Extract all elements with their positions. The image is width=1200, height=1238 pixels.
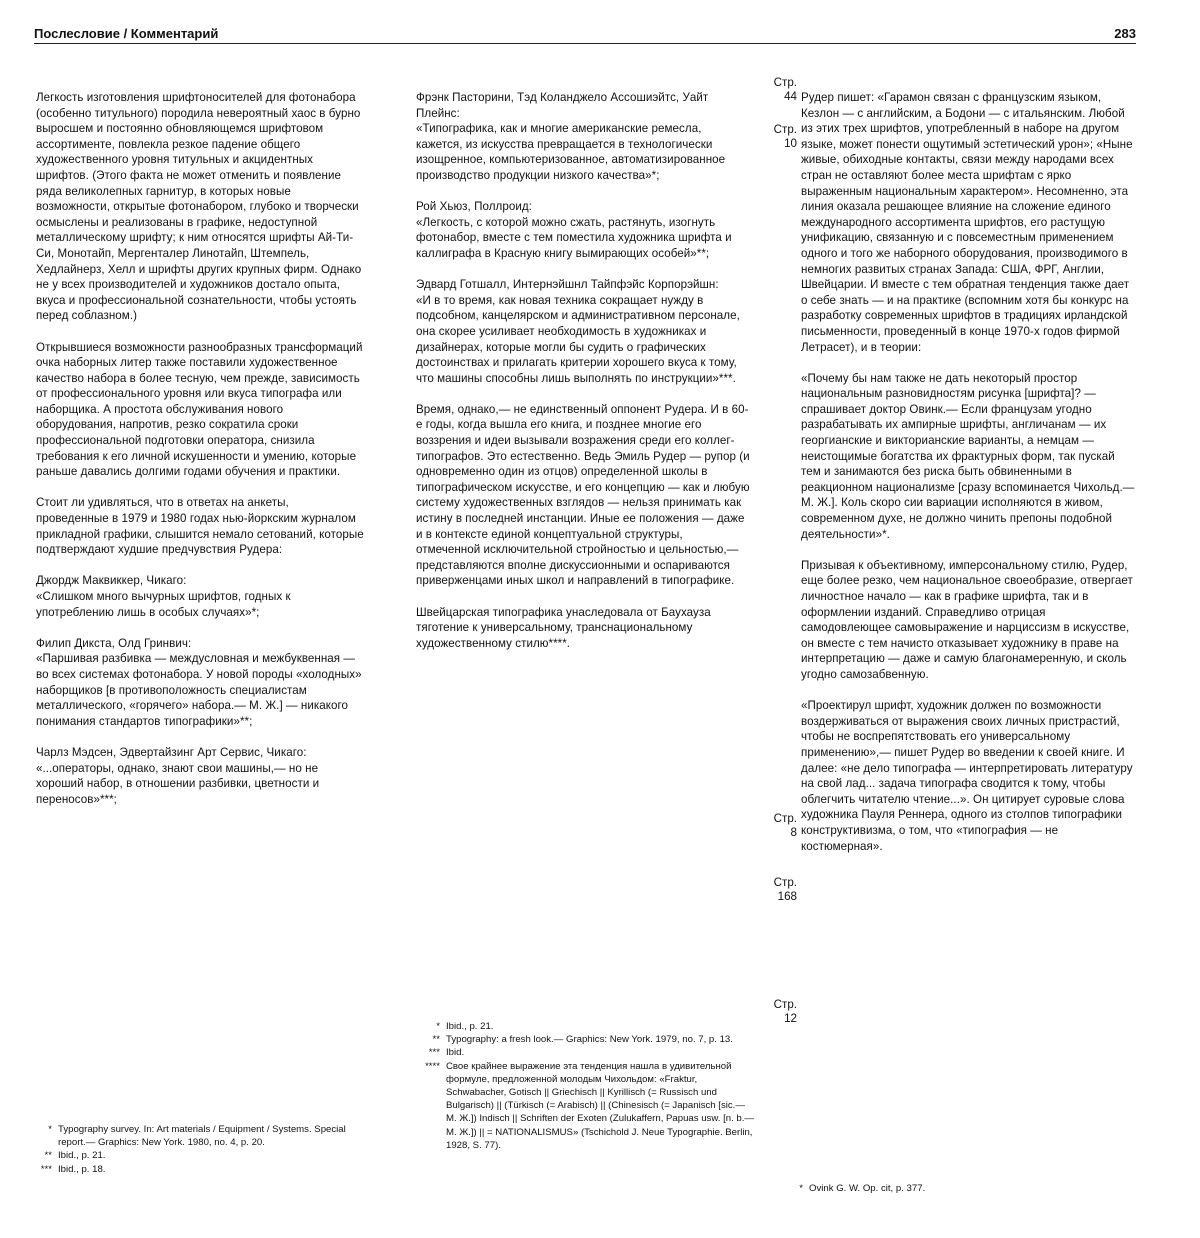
footnote <box>36 1123 366 1149</box>
margin-page-ref: Стр. 8 <box>773 812 797 839</box>
footnote-text: Typography: a fresh look.— Graphics: New York. 1979, no. 7, p. 13. <box>446 1034 733 1046</box>
footnote <box>36 1149 366 1162</box>
paragraph: Открывшиеся возможности разнообразных трансформаций очка наборных литер также поставили художественное качество набора в более тесную, чем прежде, зависимость от профессионального уровня или вкуса типографа или наборщика. А простота обслуживания нового оборудования, напротив, резко сократила сроки профессиональной подготовки оператора, снизила требования к его личной искушенности и умению, которые раньше давались долгими годами обучения и практики. <box>36 340 363 479</box>
margin-page-ref: Стр. 10 <box>773 123 797 150</box>
footnote-mark: * <box>48 1124 52 1135</box>
footnote-mark: *** <box>428 1047 440 1059</box>
footnotes-right <box>799 1182 1129 1195</box>
footnote-text: Ibid. <box>446 1047 465 1059</box>
paragraph: «Проектирул шрифт, художник должен по возможности воздерживаться от выражения своих личных пристрастий, чтобы не воспрепятствовать его универсальному применению»,— пишет Рудер во введении к своей книге. И далее: «не дело типографа — интерпретировать литературу на свой лад... задача типографа сводится к тому, чтобы облегчить читателю чтение...». Он цитирует суровые слова художника Пауля Реннера, одного из столпов типографики конструктивизма, о том, что «типография — не костюмерная». <box>801 699 1133 853</box>
page-number: 283 <box>1114 26 1136 41</box>
quote-paragraph: Филип Дикста, Олд Гринвич: «Паршивая разбивка — междусловная и межбуквенная — во всех системах фотонабора. У новой породы «холодных» наборщиков [в противоположность специалистам металлического, «горячего» набора.— М. Ж.] — никакого понимания стандартов типографики»**; <box>36 636 362 728</box>
text-column-middle <box>416 90 750 651</box>
quote-paragraph: Джордж Маквиккер, Чикаго: «Слишком много вычурных шрифтов, годных к употреблению лишь в особых случаях»*; <box>36 574 291 619</box>
paragraph: Призывая к объективному, имперсональному стилю, Рудер, еще более резко, чем национальное своеобразие, отвергает личностное начало — как в графике шрифта, так и в оформлении изданий. Справедливо отрицая самодовлеющее самовыражение и нарциссизм в искусстве, он вместе с тем начисто отказывает художнику в праве на интерпретацию — даже и самую благонамеренную, и сколь угодно самозабвенную. <box>801 558 1133 681</box>
paragraph: Стоит ли удивляться, что в ответах на анкеты, проведенные в 1979 и 1980 годах нью-йоркским журналом прикладной графики, слышится немало сетований, которые подтверждают худшие предчувствия Рудера: <box>36 496 364 557</box>
footnote-text: Ovink G. W. Op. cit, p. 377. <box>809 1183 926 1194</box>
footnote-text: Свое крайнее выражение эта тенденция нашла в удивительной формуле, предложенной молодым Чихольдом: «Fraktur, Schwabacher, Gotisch || Griechisch || Kyrillisch (= Russisch und Bulgarisch) || (Türkisch (= Arabisch) || (Chinesisch (= Japanisch [sic.— М. Ж.]) Indisch || Schriften der Exoten (Zulukaffern, Papuas usw. [n. b.— М. Ж.]) || = NATIONALISMUS» (Tschichold J. Neue Typographie. Berlin, 1928, S. 77). <box>446 1060 755 1151</box>
footnote-mark: * <box>436 1021 440 1032</box>
footnote-mark: ** <box>432 1034 440 1046</box>
footnote <box>36 1163 366 1176</box>
quote-paragraph: «Почему бы нам также не дать некоторый простор национальным разновидностям рисунка [шрифта]? — спрашивает доктор Овинк.— Если французам угодно разрабатывать их ампирные шрифты, англичанам — их георгианские и викторианские варианты, а немцам — неистощимые богатства их фрактурных форм, так пускай тем и занимаются без риска быть обвиненными в реакционном национализме [сразу вспоминается Чихольд.— М. Ж.]. Коль скоро сии вариации исполняются в живом, современном духе, не должно чинить препоны подобной деятельности»*. <box>801 371 1135 541</box>
quote-paragraph: Чарлз Мэдсен, Эдвертайзинг Арт Сервис, Чикаго: «...операторы, однако, знают свои машины,— но не хороший набор, в отношении разбивки, цветности и переносов»***; <box>36 745 320 806</box>
running-header <box>34 27 1136 44</box>
footnote <box>799 1182 1129 1195</box>
footnote-text: Ibid., p. 21. <box>58 1150 106 1162</box>
footnote <box>416 1020 756 1033</box>
footnote <box>416 1033 756 1046</box>
paragraph: Швейцарская типографика унаследовала от Баухауза тяготение к универсальному, транснациональному художественному стилю****. <box>416 605 711 650</box>
footnote-mark: **** <box>425 1060 440 1072</box>
footnote-text: Ibid., p. 18. <box>58 1163 106 1175</box>
paragraph: Рудер пишет: «Гарамон связан с французским языком, Кезлон — с английским, а Бодони — с итальянским. Любой из этих трех шрифтов, употребленный в наборе на другом языке, может понести ощутимый эстетический урон»; «Ныне живые, обиходные контакты, связи между народами всех стран не оставляют более места шрифтам с ярко выраженным национальным характером». Несомненно, эта линия оказала решающее влияние на сложение единого международного ассортимента шрифтов, его растущую унификацию, связанную и с повсеместным применением одного и того же наборного оборудования, производимого в немногих развитых странах Запада: США, ФРГ, Англии, Швейцарии. И вместе с тем обратная тенденция также дает о себе знать — и на практике (вспомним хотя бы конкурс на разработку современных шрифтов в традициях ирландской письменности, проведенный в конце 1970-х годов фирмой Летрасет), и в теории: <box>801 91 1133 354</box>
section-title: Послесловие / Комментарий <box>34 26 219 41</box>
footnote-mark: *** <box>40 1163 52 1175</box>
quote-paragraph: Рой Хьюз, Поллроид: «Легкость, с которой можно сжать, растянуть, изогнуть фотонабор, вместе с тем поместила художника шрифта и каллиграфа в Красную книгу вымирающих особей»**; <box>416 200 732 260</box>
margin-page-ref: Стр. 12 <box>773 998 797 1025</box>
margin-page-ref: Стр. 168 <box>773 876 797 903</box>
margin-page-ref: Стр. 44 <box>773 76 797 103</box>
quote-paragraph: Эдвард Готшалл, Интернэйшнл Тайпфэйс Корпорэйшн: «И в то время, как новая техника сокращает нужду в подсобном, канцелярском и административном персонале, она скорее усиливает необходимость в художниках и дизайнерах, которые могли бы судить о графических достоинствах и прилагать критерии хорошего вкуса к тому, что машины способны лишь выполнять по инструкции»***. <box>416 278 740 385</box>
footnotes-left <box>36 1123 366 1176</box>
text-column-right <box>801 90 1137 854</box>
footnote <box>416 1046 756 1059</box>
paragraph: Время, однако,— не единственный оппонент Рудера. И в 60-е годы, когда вышла его книга, и позднее многие его воззрения и идеи вызывали возражения среди его коллег-типографов. Это естественно. Ведь Эмиль Рудер — рупор (и одновременно один из отцов) определенной школы в типографическом искусстве, и его концепцию — как и любую систему художественных взглядов — нельзя принимать как истину в последней инстанции. Иные ее положения — даже и в контексте единой концептуальной структуры, отмеченной исключительной стройностью и цельностью,— представляются вполне дискуссионными и оспариваются приверженцами иных школ и направлений в типографике. <box>416 402 750 588</box>
footnote-text: Ibid., p. 21. <box>446 1021 494 1032</box>
footnote-mark: ** <box>44 1150 52 1162</box>
footnote <box>416 1060 756 1152</box>
footnote-text: Typography survey. In: Art materials / Equipment / Systems. Special report.— Graphics: New York. 1980, no. 4, p. 20. <box>58 1124 346 1149</box>
footnotes-middle <box>416 1020 756 1152</box>
paragraph: Легкость изготовления шрифтоносителей для фотонабора (особенно титульного) породила невероятный хаос в бурно выросшем и постоянно обновляющемся шрифтовом ассортименте, повлекла резкое падение общего художественного уровня титульных и акцидентных шрифтов. (Этого факта не может отменить и появление ряда великолепных гарнитур, в которых новые возможности, открытые фотонабором, глубоко и творчески осмыслены и реализованы в графике, недоступной металлическому шрифту; к ним относятся шрифты Ай-Ти-Си, Монотайп, Мергенталер Линотайп, Штемпель, Хедлайнерз, Хелл и шрифты других крупных фирм. Однако не у всех производителей и художников достало опыта, вкуса и профессиональной сознательности, чтобы устоять перед соблазном.) <box>36 91 362 323</box>
text-column-left <box>36 90 364 807</box>
footnote-mark: * <box>799 1183 803 1194</box>
quote-paragraph: Фрэнк Пасторини, Тэд Коланджело Ассошиэйтс, Уайт Плейнс: «Типографика, как и многие американские ремесла, кажется, из искусства превращается в технологически изощренное, компьютеризованное, автоматизированное производство продукции низкого качества»*; <box>416 91 726 182</box>
